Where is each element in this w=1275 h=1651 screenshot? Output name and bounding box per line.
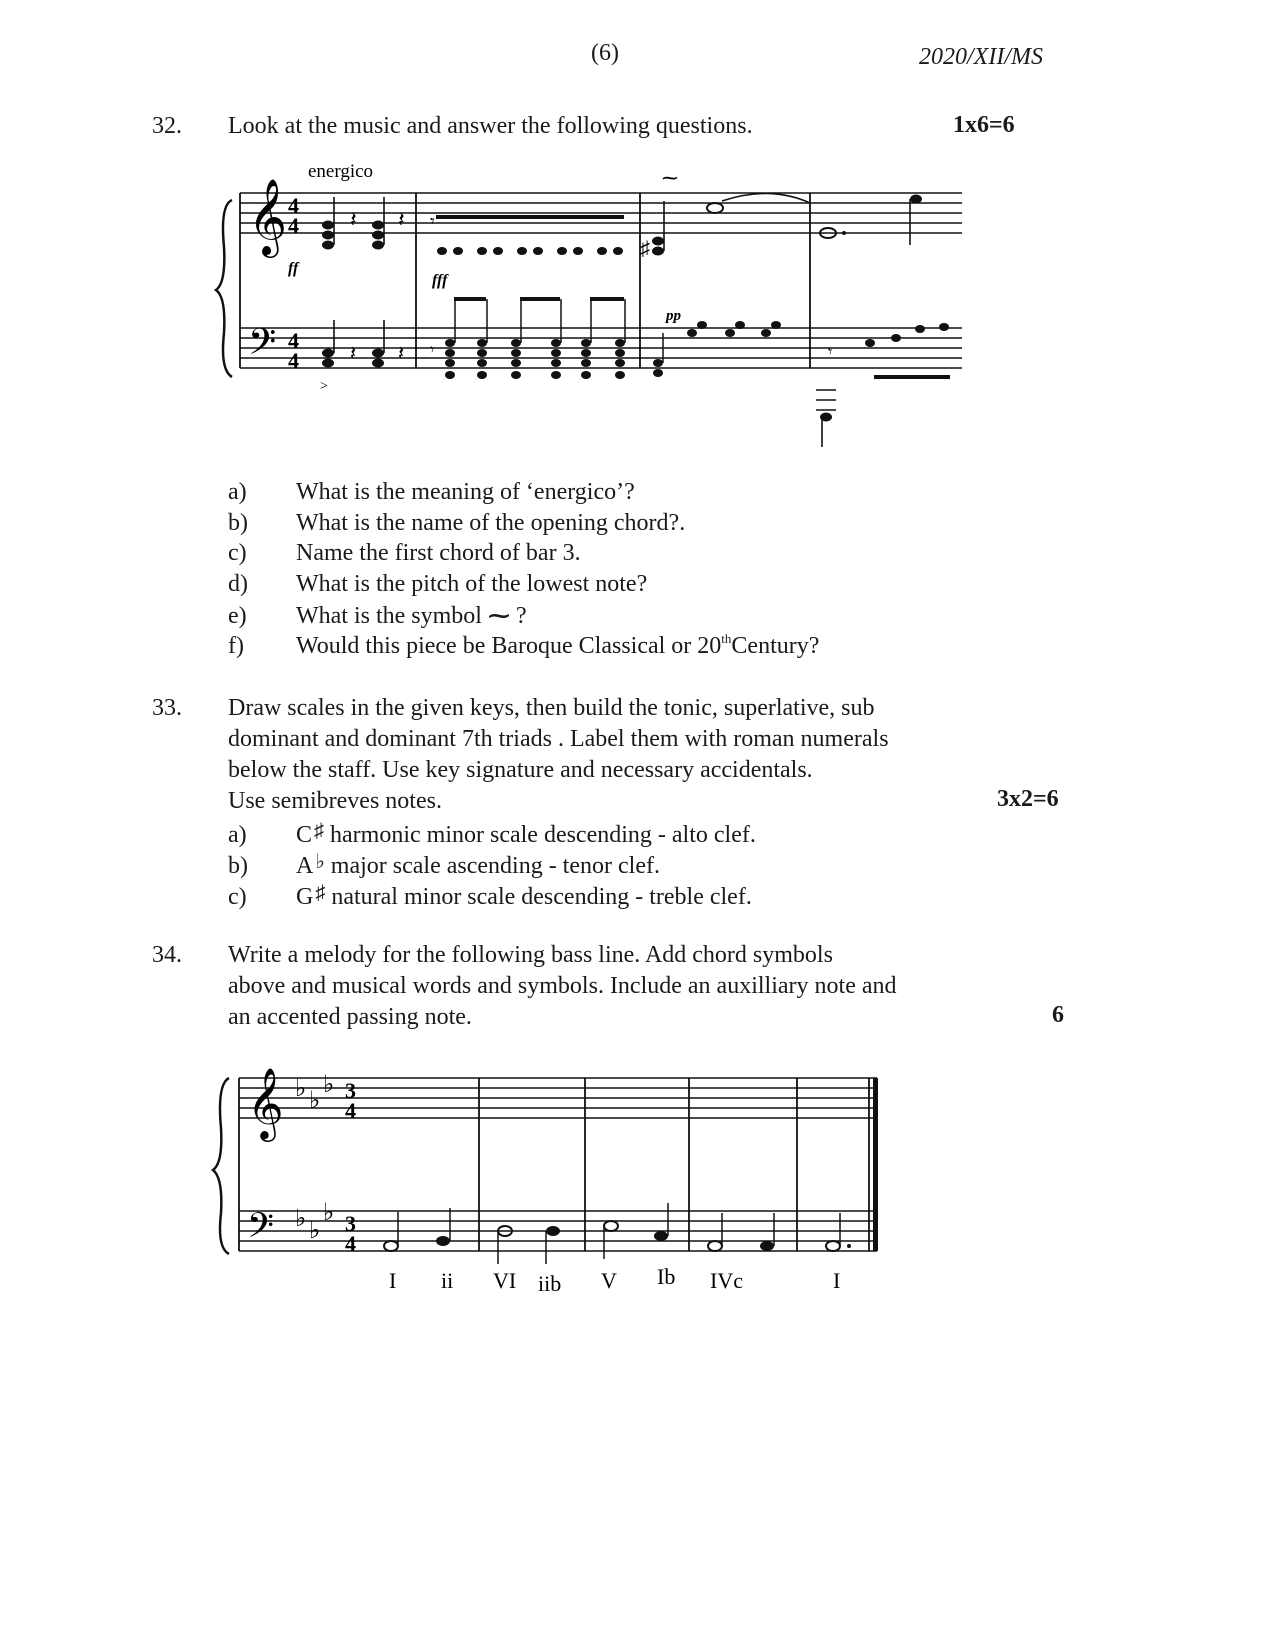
treble-staff: [240, 193, 962, 233]
treble-clef-icon: 𝄞: [248, 181, 288, 254]
treble-bar3-notes: [652, 201, 723, 256]
q33-item-a: a) C ♯ harmonic minor scale descending - alto clef.: [228, 820, 756, 848]
svg-text:♭: ♭: [309, 1218, 321, 1244]
treble-clef-icon: 𝄞: [247, 1070, 284, 1138]
question-32-number: 32.: [152, 113, 182, 139]
q33-item-b: b) A ♭ major scale ascending - tenor clef.: [228, 851, 660, 879]
grand-staff-brace: [213, 1078, 229, 1254]
rest-icon: 𝄽: [398, 343, 405, 365]
final-barline: [873, 1078, 878, 1251]
chord-symbols: [389, 1264, 840, 1296]
dynamic-ff: ff: [288, 260, 299, 277]
question-32-marks: 1x6=6: [953, 112, 1015, 138]
chord-label: I: [833, 1268, 841, 1293]
chord-label: V: [601, 1268, 617, 1293]
bass-clef-icon: 𝄢: [248, 322, 277, 371]
mordent-icon: ⁓: [487, 603, 510, 628]
chord-label: Ib: [657, 1264, 676, 1289]
sharp-icon: ♯: [315, 882, 326, 904]
barlines: [240, 193, 810, 368]
mordent-icon: ⁓: [662, 170, 678, 187]
paper-code: 2020/XII/MS: [919, 44, 1043, 70]
sharp-icon: ♯: [314, 820, 325, 842]
tempo-marking: energico: [308, 161, 374, 182]
music-score-q34: [205, 1048, 895, 1308]
svg-text:♭: ♭: [323, 1200, 335, 1226]
svg-text:♭: ♭: [309, 1088, 321, 1114]
grand-staff-brace: [216, 200, 232, 377]
question-32-text: Look at the music and answer the following questions.: [228, 113, 753, 139]
flat-icon: ♭: [315, 851, 325, 873]
time-signature-top: 3: [345, 1078, 356, 1103]
svg-text:♭: ♭: [323, 1072, 335, 1098]
bass-line-notes: [384, 1203, 851, 1264]
chord-label: IVc: [710, 1268, 743, 1293]
rest-icon: 𝄾: [828, 344, 833, 361]
treble-bar4-notes: [820, 195, 922, 246]
chord-label: ii: [441, 1268, 454, 1293]
treble-staff: [239, 1078, 877, 1118]
key-signature-flats: [295, 1072, 334, 1244]
svg-text:♭: ♭: [295, 1076, 307, 1102]
bass-staff: [240, 328, 962, 368]
q32-item-d: d) What is the pitch of the lowest note?: [228, 571, 648, 597]
chord-label: iib: [538, 1271, 562, 1296]
bass-time-signature-top: 3: [345, 1211, 356, 1236]
time-signature-top: 4: [288, 193, 299, 218]
question-34-marks: 6: [1052, 1002, 1064, 1028]
music-score-q32: [210, 155, 970, 455]
rest-icon: 𝄾: [430, 342, 435, 359]
q32-item-c: c) Name the first chord of bar 3.: [228, 540, 581, 566]
time-signature-bottom: 4: [288, 213, 299, 238]
q32-item-a: a) What is the meaning of ‘energico’?: [228, 479, 635, 505]
chord-label: VI: [493, 1268, 517, 1293]
rest-icon: 𝄽: [350, 343, 357, 365]
bass-time-signature-bottom: 4: [345, 1231, 356, 1256]
sharp-icon: ♯: [640, 238, 650, 260]
question-33-number: 33.: [152, 695, 182, 721]
bass-time-signature-bottom: 4: [288, 348, 299, 373]
q32-item-e: e) What is the symbol ⁓ ?: [228, 603, 527, 629]
q32-item-b: b) What is the name of the opening chord?.: [228, 510, 686, 536]
bass-bar4-notes: [816, 323, 950, 447]
tie: [722, 193, 810, 203]
question-34-text: Write a melody for the following bass line. Add chord symbols above and musical words and symbols. Include an auxilliary note and an accented passing note.: [228, 942, 897, 1030]
accent-icon: >: [320, 379, 328, 394]
question-33-text: Draw scales in the given keys, then build the tonic, superlative, sub dominant and dominant 7th triads . Label them with roman numerals below the staff. Use key signature and necessary accidentals. Use semibreves notes.: [228, 695, 889, 814]
q33-item-c: c) G ♯ natural minor scale descending - treble clef.: [228, 882, 752, 910]
time-signature-bottom: 4: [345, 1098, 356, 1123]
rest-icon: 𝄽: [398, 207, 405, 232]
q32-item-f: f) Would this piece be Baroque Classical or 20thCentury?: [228, 631, 820, 659]
dynamic-fff: fff: [432, 272, 448, 289]
page-number: (6): [591, 40, 619, 66]
treble-bar2-notes: [436, 215, 624, 255]
question-33-marks: 3x2=6: [997, 786, 1059, 812]
svg-text:♭: ♭: [295, 1206, 307, 1232]
dynamic-pp: pp: [666, 308, 681, 324]
rest-icon: 𝄾: [430, 211, 435, 231]
bass-time-signature-top: 4: [288, 328, 299, 353]
chord-label: I: [389, 1268, 397, 1293]
bass-clef-icon: 𝄢: [247, 1208, 275, 1254]
question-34-number: 34.: [152, 942, 182, 968]
rest-icon: 𝄽: [350, 207, 357, 232]
